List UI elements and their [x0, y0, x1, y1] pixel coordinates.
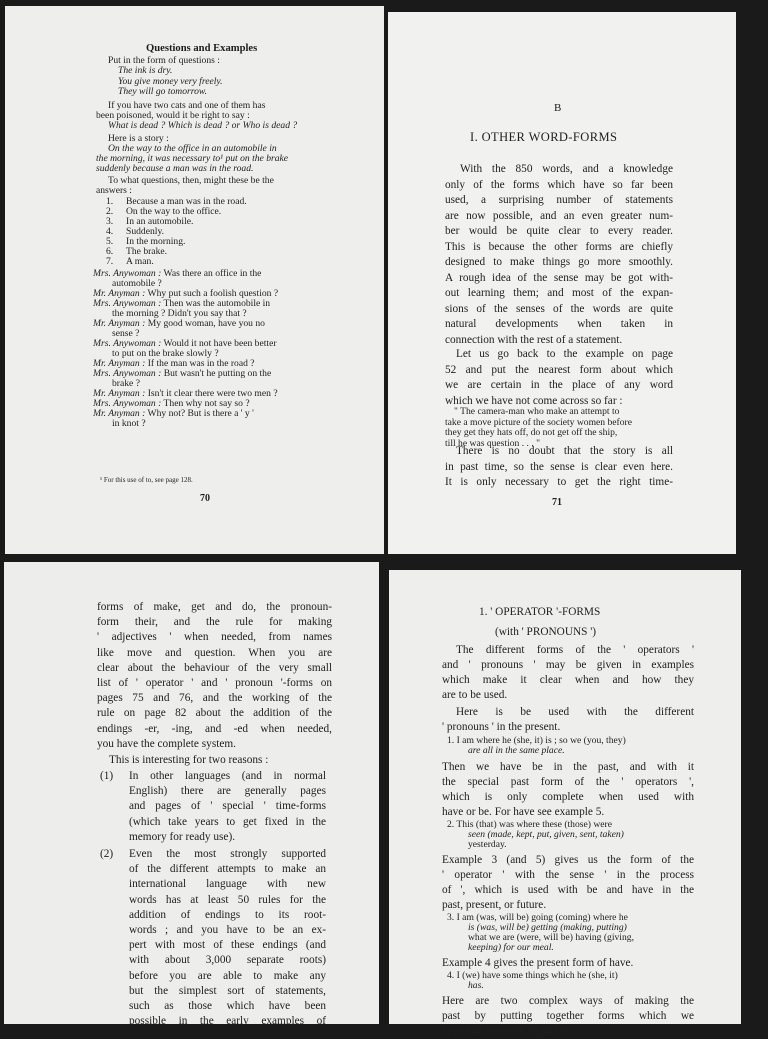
dialogue-text: My good woman, have you no — [145, 318, 265, 329]
footnote: ¹ For this use of to, see page 128. — [100, 476, 193, 484]
body-line: are to be used. — [442, 689, 508, 701]
answer-number: 1. — [106, 196, 114, 207]
body-line: endings -er, -ing, and -ed when needed, — [97, 722, 332, 735]
list-line: English) there are generally pages — [129, 785, 326, 798]
page-73 — [389, 570, 741, 1037]
dialogue-text: If the man was in the road ? — [145, 358, 255, 369]
body-line: 1. I am where he (she, it) is ; so we (you, they) — [447, 735, 626, 746]
body-line: Here are two complex ways of making the — [442, 995, 694, 1007]
question-line: The ink is dry. — [118, 65, 173, 76]
speaker-name: Mr. Anyman : — [93, 288, 146, 299]
body-line: are all in the same place. — [468, 745, 565, 756]
answer-number: 5. — [106, 236, 114, 247]
dialogue-continuation: the morning ? Didn't you say that ? — [112, 308, 247, 319]
dialogue-text: But wasn't he putting on the — [161, 368, 272, 379]
speaker-name: Mrs. Anywoman : — [93, 268, 162, 279]
list-line: words ; and you have to be an ex- — [129, 924, 326, 936]
quote-line: take a move picture of the society women before — [445, 416, 633, 428]
body-line: rule on page 82 about the addition of the — [97, 707, 332, 720]
dialogue-text: Then was the automobile in — [161, 298, 271, 309]
dialogue-continuation: to put on the brake slowly ? — [112, 348, 219, 359]
body-line: past by putting together forms which we — [442, 1010, 694, 1022]
dialogue-continuation: in knot ? — [112, 418, 146, 429]
body-line: what we are (were, will be) having (giving, — [468, 932, 634, 943]
dialogue-text: Would it not have been better — [161, 338, 277, 349]
body-line: like move and question. When you are — [97, 646, 332, 659]
body-line: If you have two cats and one of them has — [108, 100, 266, 111]
speaker-name: Mrs. Anywoman : — [93, 338, 162, 349]
body-line: To what questions, then, might these be the — [108, 175, 274, 186]
dialogue-text: Was there an office in the — [161, 268, 262, 279]
list-line: of the different attempts to make an — [129, 863, 326, 876]
body-line: natural developments when taken in — [445, 318, 673, 330]
page-heading: Questions and Examples — [146, 43, 258, 54]
answer-number: 2. — [106, 206, 114, 217]
body-line: list of ' operator ' and ' pronoun '-forms on — [97, 677, 332, 689]
list-line: before you are able to make any — [129, 969, 326, 982]
speaker-name: Mrs. Anywoman : — [93, 398, 162, 409]
list-line: (which take years to get fixed in the — [129, 815, 326, 828]
body-line: ' operator ' with the sense ' in the process — [442, 869, 694, 881]
list-line: pert with most of these endings (and — [129, 939, 326, 952]
body-line: of ', which is used with be and have in the — [442, 884, 694, 896]
body-line: 2. This (that) was where these (those) were — [447, 819, 612, 830]
list-line: words has at least 50 rules for the — [129, 893, 326, 906]
body-line: 4. I (we) have some things which he (she, it) — [447, 970, 618, 981]
dialogue-continuation: automobile ? — [112, 278, 162, 289]
answer-text: Suddenly. — [126, 226, 165, 237]
list-line: In other languages (and in normal — [129, 770, 326, 782]
body-line: we are certain in the place of any word — [445, 379, 673, 391]
section-title: I. OTHER WORD-FORMS — [470, 130, 618, 144]
body-line: form their, and the rule for making — [97, 616, 332, 629]
list-number: (2) — [100, 848, 114, 860]
answer-text: In an automobile. — [126, 216, 194, 227]
dialogue-continuation: sense ? — [112, 328, 140, 339]
body-line: only of the forms which have so far been — [445, 178, 673, 191]
answer-number: 4. — [106, 226, 114, 237]
body-line: This is interesting for two reasons : — [109, 754, 269, 766]
story-line: suddenly because a man was in the road. — [96, 163, 254, 174]
answer-text: In the morning. — [126, 236, 186, 247]
answer-number: 3. — [106, 216, 114, 227]
body-line: 3. I am (was, will be) going (coming) where he — [447, 912, 628, 923]
body-line: have or be. For have see example 5. — [442, 806, 605, 818]
body-line: has. — [468, 980, 484, 991]
body-line: been poisoned, would it be right to say : — [96, 110, 250, 121]
body-line: which make it clear when and how they — [442, 674, 694, 686]
list-line: addition of endings to its root- — [129, 908, 326, 921]
body-line: There is no doubt that the story is all — [456, 445, 673, 457]
body-line: past, present, or future. — [442, 899, 547, 911]
body-line: used, a surprising number of statements — [445, 194, 673, 206]
body-line: the special past form of the ' operators ', — [442, 776, 694, 788]
body-line: forms of make, get and do, the pronoun- — [97, 601, 332, 613]
speaker-name: Mrs. Anywoman : — [93, 368, 162, 379]
answer-text: The brake. — [126, 246, 168, 257]
answer-number: 6. — [106, 246, 114, 257]
body-line: have had in earlier examples. — [442, 1025, 575, 1037]
body-line: which is only complete when used with — [442, 791, 694, 803]
quote-line: till he was question . . . " — [445, 437, 541, 449]
section-subtitle: (with ' PRONOUNS ') — [495, 626, 597, 638]
body-line: answers : — [96, 185, 132, 196]
body-line: sions of the senses of the words are quite — [445, 302, 673, 315]
answer-text: Because a man was in the road. — [126, 196, 247, 207]
list-line: Even the most strongly supported — [129, 848, 326, 860]
body-line: designed to make things go more smoothly. — [445, 256, 673, 268]
list-line: with about 3,000 separate roots) — [129, 954, 326, 967]
body-line: With the 850 words, and a knowledge — [460, 163, 673, 175]
page-72 — [4, 562, 379, 1028]
list-line: possible in the early examples of — [129, 1015, 326, 1028]
body-line: Here is a story : — [108, 133, 169, 144]
body-line: is (was, will be) getting (making, putting) — [468, 922, 627, 933]
body-line: Example 3 (and 5) gives us the form of the — [442, 854, 694, 866]
body-line: seen (made, kept, put, given, sent, taken) — [468, 829, 624, 840]
speaker-name: Mr. Anyman : — [93, 358, 146, 369]
speaker-name: Mr. Anyman : — [93, 388, 146, 399]
body-line: The different forms of the ' operators ' — [456, 644, 694, 656]
body-line: It is only necessary to get the right time- — [445, 476, 673, 488]
body-line: 52 and put the nearest form about which — [445, 363, 673, 376]
story-line: the morning, it was necessary to¹ put on the brake — [96, 153, 289, 164]
body-line: yesterday. — [468, 839, 507, 850]
list-line: memory for ready use). — [129, 830, 236, 843]
dialogue-text: Why not? But is there a ' y ' — [145, 408, 254, 419]
speaker-name: Mr. Anyman : — [93, 318, 146, 329]
body-line: ber would be quite clear to every reader. — [445, 225, 673, 237]
body-line: out learning them; and most of the expan- — [445, 287, 673, 299]
body-line: which we have not come across so far : — [445, 394, 623, 407]
body-line: in past time, so the sense is clear even here. — [445, 460, 673, 473]
page-70 — [5, 6, 384, 554]
dialogue-text: Then why not say so ? — [161, 398, 250, 409]
body-line: Example 4 gives the present form of have. — [442, 957, 634, 969]
answer-number: 7. — [106, 256, 114, 267]
body-line: Here is be used with the different — [456, 706, 694, 718]
quote-line: " The camera-man who make an attempt to — [454, 406, 620, 417]
body-line: A rough idea of the sense may be got with- — [445, 271, 673, 284]
page-71 — [388, 12, 736, 554]
list-number: (1) — [100, 770, 114, 782]
question-line: You give money very freely. — [118, 76, 223, 87]
body-line: are now possible, and an even greater num- — [445, 209, 673, 222]
question-line: They will go tomorrow. — [118, 86, 208, 97]
body-line: Let us go back to the example on page — [456, 348, 673, 360]
dialogue-text: Isn't it clear there were two men ? — [145, 388, 278, 399]
body-line: What is dead ? Which is dead ? or Who is dead ? — [108, 120, 298, 131]
intro-line: Put in the form of questions : — [108, 55, 220, 66]
speaker-name: Mrs. Anywoman : — [93, 298, 162, 309]
section-title: 1. ' OPERATOR '-FORMS — [479, 606, 601, 618]
body-line: connection with the rest of a statement. — [445, 333, 623, 346]
speaker-name: Mr. Anyman : — [93, 408, 146, 419]
body-line: ' adjectives ' when needed, from names — [97, 631, 332, 644]
body-line: you have the complete system. — [97, 737, 236, 750]
page-number: 71 — [552, 497, 562, 508]
section-letter: B — [554, 102, 562, 114]
body-line: pages 75 and 76, and the working of the — [97, 692, 332, 705]
body-line: Then we have be in the past, and with it — [442, 761, 694, 773]
answer-text: A man. — [126, 256, 154, 267]
story-line: On the way to the office in an automobile in — [108, 143, 277, 154]
dialogue-continuation: brake ? — [112, 378, 140, 389]
body-line: keeping) for our meal. — [468, 942, 554, 953]
body-line: ' pronouns ' in the present. — [442, 721, 561, 733]
list-line: and pages of ' special ' time-forms — [129, 800, 326, 813]
page-number: 70 — [200, 493, 210, 504]
list-line: such as those which have been — [129, 1000, 326, 1012]
body-line: clear about the behaviour of the very small — [97, 661, 332, 674]
list-line: international language with new — [129, 878, 326, 891]
body-line: This is because the other forms are chiefly — [445, 240, 673, 253]
dialogue-text: Why put such a foolish question ? — [145, 288, 279, 299]
quote-line: they get they hats off, do not get off the ship, — [445, 427, 618, 438]
answer-text: On the way to the office. — [126, 206, 222, 217]
body-line: and ' pronouns ' may be given in examples — [442, 659, 694, 671]
list-line: but the simplest sort of statements, — [129, 984, 326, 997]
